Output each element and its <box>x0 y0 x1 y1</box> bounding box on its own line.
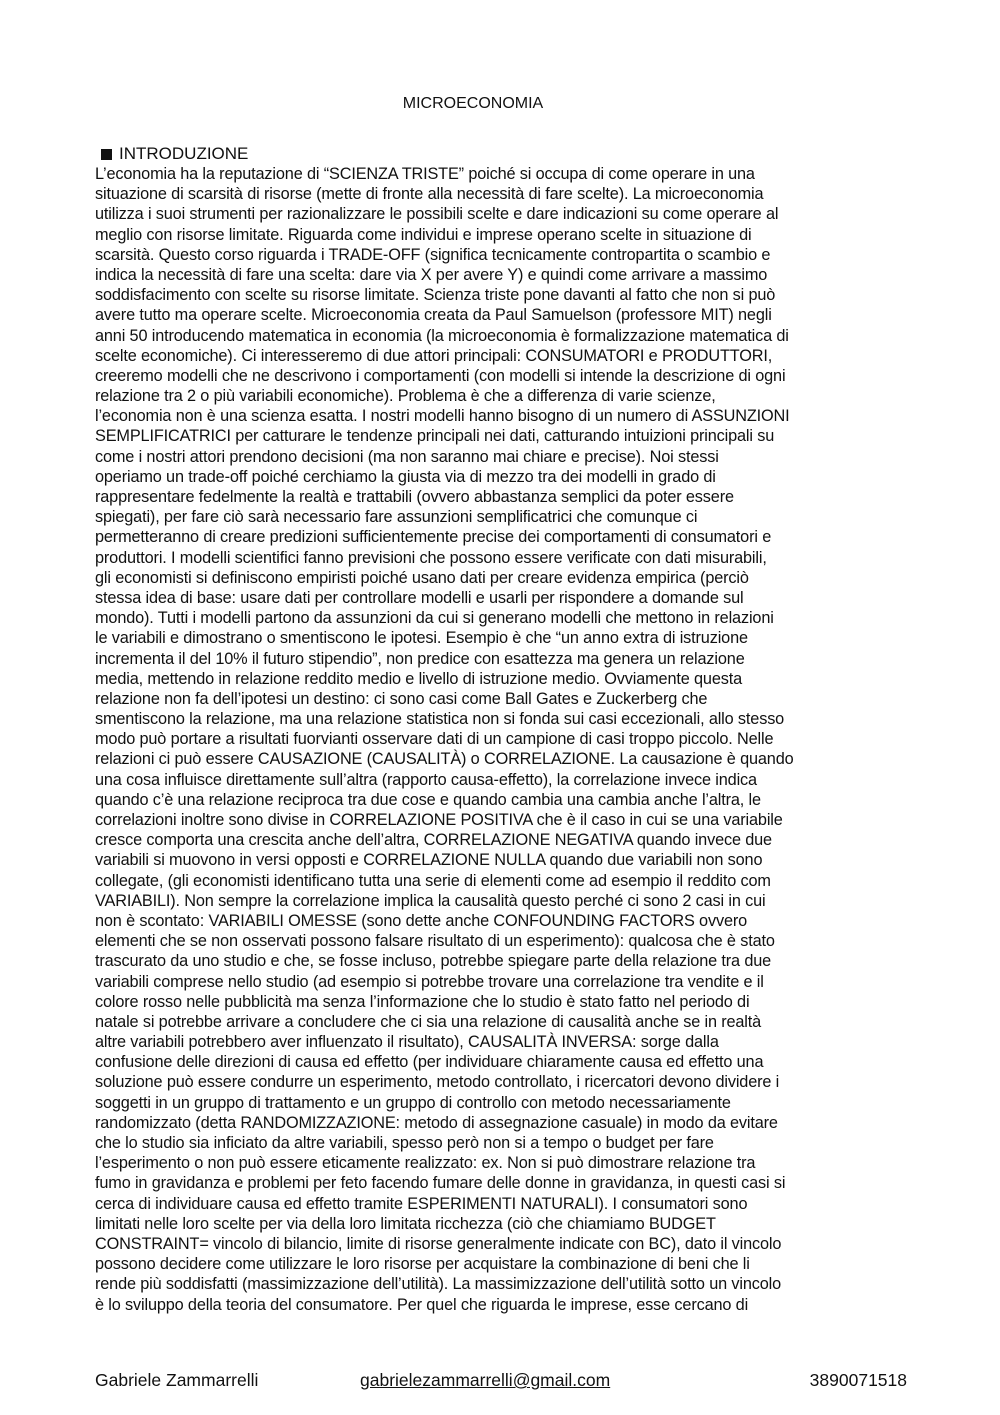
body-line: soggetti in un gruppo di trattamento e un gruppo di controllo con metodo necessariamente <box>95 1093 731 1112</box>
body-line: anni 50 introducendo matematica in economia (la microeconomia è formalizzazione matematica di <box>95 326 789 345</box>
body-line: che lo studio sia inficiato da altre variabili, spesso però non si a tempo o budget per fare <box>95 1134 714 1152</box>
body-line: confusione delle direzioni di causa ed effetto (per individuare chiaramente causa ed effetto una <box>95 1053 764 1072</box>
body-line: utilizza i suoi strumenti per razionalizzare le possibili scelte e dare indicazioni su come operare al <box>95 205 779 224</box>
body-line: operiamo un trade-off poiché cerchiamo la giusta via di mezzo tra dei modelli in grado di <box>95 467 716 486</box>
body-line: variabili comprese nello studio (ad esempio si potrebbe trovare una correlazione tra vendite e il <box>95 972 764 991</box>
body-line: quando c’è una relazione reciproca tra due cose e quando cambia una cambia anche l’altra, le <box>95 790 761 809</box>
body-line: permetteranno di creare predizioni sufficientemente precise dei comportamenti di consumatori e <box>95 528 772 547</box>
body-line: smentiscono la relazione, ma una relazione statistica non si fonda sui casi eccezionali, allo stesso <box>95 710 785 729</box>
body-line: creeremo modelli che ne descrivono i comportamenti (con modelli si intende la descrizione di ogni <box>95 366 786 385</box>
body-line: CONSTRAINT= vincolo di bilancio, limite di risorse generalmente indicate con BC), dato il vincolo <box>95 1234 782 1253</box>
body-line: natale si potrebbe arrivare a concludere che ci sia una relazione di causalità anche se in realtà <box>95 1012 762 1031</box>
body-line: correlazioni inoltre sono divise in CORRELAZIONE POSITIVA che è il caso in cui se una variabile <box>95 811 783 829</box>
body-line: rende più soddisfatti (massimizzazione dell’utilità). La massimizzazione dell’utilità sotto un vincolo <box>95 1275 782 1294</box>
body-line: meglio con risorse limitate. Riguarda come individui e imprese operano scelte in situazione di <box>95 225 752 244</box>
body-line: collegate, (gli economisti identificano tutta una serie di elementi come ad esempio il reddito com <box>95 871 771 890</box>
body-line: non è scontato: VARIABILI OMESSE (sono dette anche CONFOUNDING FACTORS ovvero <box>95 911 748 930</box>
body-line: gli economisti si definiscono empiristi poiché usano dati per creare evidenza empirica (perciò <box>95 568 749 587</box>
body-line: rappresentare fedelmente la realtà e trattabili (ovvero abbastanza semplici da poter essere <box>95 488 734 506</box>
body-line: produttori. I modelli scientifici fanno previsioni che possono essere verificate con dati misurabili, <box>95 548 767 567</box>
body-line: come i nostri attori prendono decisioni (ma non saranno mai chiare e precise). Noi stessi <box>95 447 719 466</box>
body-line: colore rosso nelle pubblicità ma senza l’informazione che lo studio è stato fatto nel periodo di <box>95 992 750 1011</box>
body-line: cerca di individuare causa ed effetto tramite ESPERIMENTI NATURALI). I consumatori sono <box>95 1194 748 1213</box>
body-line: indica la necessità di fare una scelta: dare via X per avere Y) e quindi come arrivare a massimo <box>95 265 768 284</box>
body-line: media, mettendo in relazione reddito medio e livello di istruzione medio. Ovviamente questa <box>95 669 742 688</box>
section-heading-label: INTRODUZIONE <box>119 144 249 163</box>
section-heading <box>101 144 248 164</box>
body-line: incrementa il del 10% il futuro stipendio”, non predice con esattezza ma genera un relazione <box>95 649 745 668</box>
body-line: una cosa influisce direttamente sull’altra (rapporto causa-effetto), la correlazione invece indica <box>95 770 757 789</box>
body-line: le variabili e dimostrano o smentiscono le ipotesi. Esempio è che “un anno extra di istruzione <box>95 629 748 648</box>
body-line: modo può portare a risultati fuorvianti osservare dati di un campione di casi troppo piccolo. Nelle <box>95 730 774 749</box>
body-line: fumo in gravidanza e problemi per feto facendo fumare delle donne in gravidanza, in questi casi si <box>95 1174 786 1193</box>
body-line: relazione non fa dell’ipotesi un destino: ci sono casi come Ball Gates e Zuckerberg che <box>95 689 708 708</box>
body-line: scelte economiche). Ci interesseremo di due attori principali: CONSUMATORI e PRODUTTORI, <box>95 346 773 365</box>
body-line: cresce comporta una crescita anche dell’altra, CORRELAZIONE NEGATIVA quando invece due <box>95 831 772 850</box>
body-line: avere tutto ma operare scelte. Microeconomia creata da Paul Samuelson (professore MIT) negli <box>95 306 772 325</box>
body-line: è lo sviluppo della teoria del consumatore. Per quel che riguarda le imprese, esse cercano di <box>95 1295 749 1314</box>
body-line: soluzione può essere condurre un esperimento, metodo controllato, i ricercatori devono dividere i <box>95 1073 780 1092</box>
footer-email-link[interactable]: gabrielezammarrelli@gmail.com <box>360 1370 611 1390</box>
body-line: SEMPLIFICATRICI per catturare le tendenze principali nei dati, catturando intuizioni principali su <box>95 427 775 446</box>
footer-phone: 3890071518 <box>809 1370 907 1390</box>
body-line: situazione di scarsità di risorse (mette di fronte alla necessità di fare scelte). La microeconomia <box>95 185 764 204</box>
page-title: MICROECONOMIA <box>402 95 544 112</box>
body-line: possono decidere come utilizzare le loro risorse per acquistare la combinazione di beni che li <box>95 1255 750 1274</box>
footer <box>95 1369 907 1393</box>
body-line: l’economia non è una scienza esatta. I nostri modelli hanno bisogno di un numero di ASSUNZIONI <box>95 407 790 426</box>
body-line: relazione tra 2 o più variabili economiche). Problema è che a differenza di varie scienze, <box>95 387 716 406</box>
body-line: VARIABILI). Non sempre la correlazione implica la causalità questo perché ci sono 2 casi in cui <box>95 891 766 910</box>
body-text <box>95 164 907 1316</box>
body-line: altre variabili potrebbero aver influenzato il risultato), CAUSALITÀ INVERSA: sorge dalla <box>95 1033 719 1052</box>
body-line: variabili si muovono in versi opposti e CORRELAZIONE NULLA quando due variabili non sono <box>95 851 763 870</box>
body-line: relazioni ci può essere CAUSAZIONE (CAUSALITÀ) o CORRELAZIONE. La causazione è quando <box>95 750 794 769</box>
body-line: spiegati), per fare ciò sarà necessario fare assunzioni semplificatrici che comunque ci <box>95 508 698 527</box>
body-line: mondo). Tutti i modelli partono da assunzioni da cui si generano modelli che mettono in relazioni <box>95 609 774 628</box>
body-line: trascurato da uno studio e che, se fosse incluso, potrebbe spiegare parte della relazione tra due <box>95 952 772 971</box>
footer-author: Gabriele Zammarrelli <box>95 1370 259 1390</box>
body-line: L’economia ha la reputazione di “SCIENZA TRISTE” poiché si occupa di come operare in una <box>95 165 755 183</box>
body-line: scarsità. Questo corso riguarda i TRADE-OFF (significa tecnicamente contropartita o scambio e <box>95 245 771 264</box>
body-line: elementi che se non osservati possono falsare risultato di un esperimento): qualcosa che è stato <box>95 932 775 951</box>
body-line: stessa idea di base: usare dati per controllare modelli e usarli per rispondere a domande sul <box>95 588 744 607</box>
body-line: randomizzato (detta RANDOMIZZAZIONE: metodo di assegnazione casuale) in modo da evitare <box>95 1113 778 1132</box>
body-line: limitati nelle loro scelte per via della loro limitata ricchezza (ciò che chiamiamo BUDGET <box>95 1214 716 1233</box>
black-square-icon <box>101 149 112 160</box>
body-line: soddisfacimento con scelte su risorse limitate. Scienza triste pone davanti al fatto che non si può <box>95 286 776 305</box>
body-line: l’esperimento o non può essere eticamente realizzato: ex. Non si può dimostrare relazione tra <box>95 1154 756 1173</box>
